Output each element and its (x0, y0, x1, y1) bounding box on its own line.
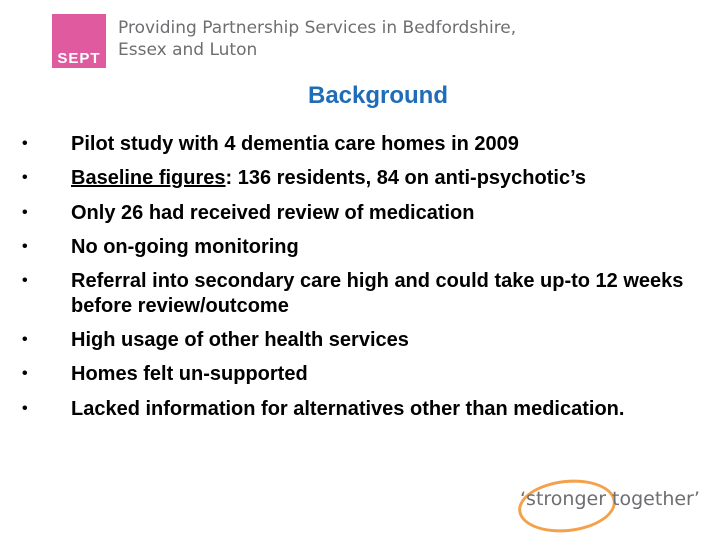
org-name-line-2: Essex and Luton (118, 40, 258, 60)
bullet-text: Only 26 had received review of medication (71, 201, 475, 224)
bullet-list (22, 132, 712, 431)
sept-logo (52, 14, 106, 68)
org-name (118, 17, 516, 61)
bullet-item (22, 328, 712, 353)
bullet-icon: • (22, 135, 28, 152)
bullet-icon: • (22, 169, 28, 187)
bullet-item (22, 235, 712, 260)
bullet-item (22, 132, 712, 157)
tagline: ‘stronger together’ (520, 488, 700, 510)
bullet-item (22, 166, 712, 191)
bullet-item (22, 201, 712, 226)
bullet-text (71, 166, 712, 191)
bullet-text-rest: : 136 residents, 84 on anti-psychotic’s (225, 167, 587, 190)
bullet-text: High usage of other health services (71, 328, 409, 351)
bullet-icon: • (22, 365, 28, 383)
bullet-item (22, 362, 712, 387)
slide-title: Background (307, 82, 448, 109)
bullet-text: Homes felt un-supported (71, 363, 308, 386)
bullet-text: Lacked information for alternatives other than medication. (71, 397, 625, 420)
org-name-line-1: Providing Partnership Services in Bedfordshire, (118, 18, 517, 38)
bullet-icon: • (22, 237, 28, 255)
bullet-text: Referral into secondary care high and could take up-to 12 weeks before review/outcome (71, 270, 684, 317)
bullet-text: Pilot study with 4 dementia care homes in 2009 (71, 133, 519, 155)
bullet-text: No on-going monitoring (71, 235, 299, 258)
bullet-item (22, 269, 712, 318)
bullet-icon: • (22, 330, 28, 348)
bullet-underlined-label: Baseline figures (71, 167, 226, 190)
bullet-icon: • (22, 203, 28, 221)
bullet-icon: • (22, 399, 28, 417)
bullet-icon: • (22, 272, 28, 290)
logo-text: SEPT (57, 50, 101, 67)
bullet-item (22, 397, 712, 422)
